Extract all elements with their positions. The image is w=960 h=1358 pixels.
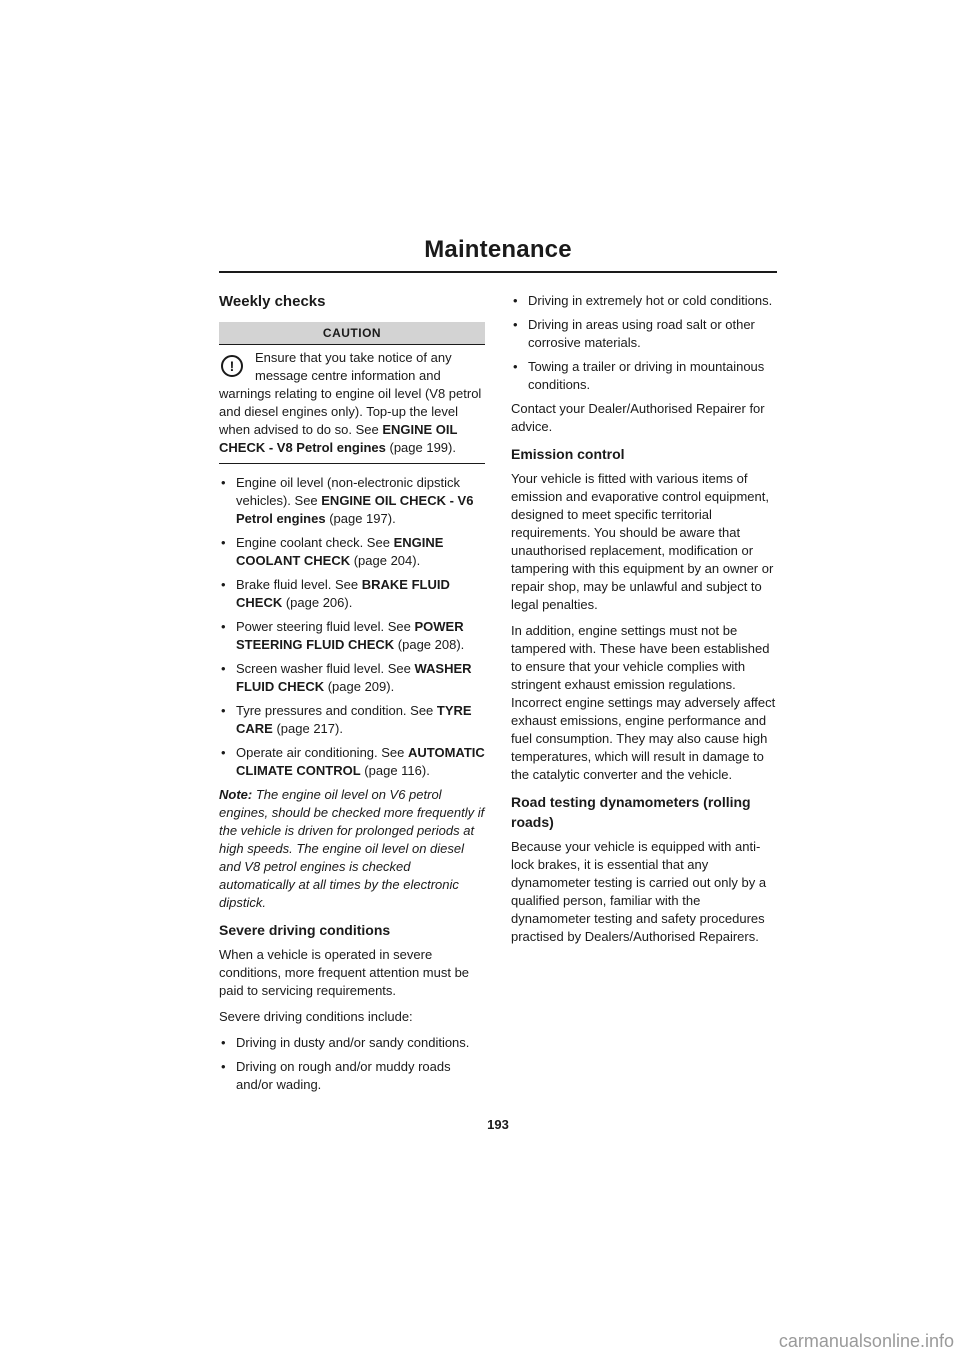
title-divider	[219, 271, 777, 273]
list-item: • Driving in extremely hot or cold conditions.	[511, 292, 777, 310]
severe-intro: When a vehicle is operated in severe conditions, more frequent attention must be paid to servicing requirements.	[219, 947, 470, 998]
cross-reference-link[interactable]: TYRE CARE	[236, 703, 472, 736]
emission-control-heading: Emission control	[511, 446, 625, 462]
right-column	[511, 292, 777, 954]
list-item: • Driving on rough and/or muddy roads and/or wading.	[219, 1058, 485, 1094]
page-number: 193	[487, 1117, 509, 1132]
cross-reference-link[interactable]: ENGINE COOLANT CHECK	[236, 535, 444, 568]
list-item	[219, 660, 485, 696]
severe-list-intro: Severe driving conditions include:	[219, 1009, 413, 1024]
caution-page: (page 199).	[385, 440, 456, 455]
item-text: Screen washer fluid level. See	[236, 661, 415, 676]
dynamometers-heading: Road testing dynamometers (rolling roads)	[511, 794, 751, 830]
caution-ref-link[interactable]: ENGINE OIL CHECK - V8 Petrol engines	[219, 422, 458, 455]
note-paragraph	[219, 786, 485, 912]
watermark: carmanualsonline.info	[778, 1331, 954, 1351]
cross-reference-link[interactable]: AUTOMATIC CLIMATE CONTROL	[236, 745, 485, 778]
caution-label: CAUTION	[219, 322, 485, 345]
cross-reference-link[interactable]: WASHER FLUID CHECK	[236, 661, 472, 694]
item-text: Tyre pressures and condition. See	[236, 703, 437, 718]
list-item	[219, 576, 485, 612]
caution-body	[219, 345, 485, 457]
list-item	[219, 744, 485, 780]
dynamometers-paragraph: Because your vehicle is equipped with anti-lock brakes, it is essential that any dynamometer testing is carried out only by a qualified person, familiar with the dynamometer testing and safety procedures practised by Dealers/Authorised Repairers.	[511, 839, 767, 944]
item-text: Engine coolant check. See	[236, 535, 394, 550]
page-ref: (page 206).	[282, 595, 353, 610]
page-ref: (page 204).	[350, 553, 421, 568]
item-text: Engine oil level (non-electronic dipstick vehicles). See	[236, 475, 461, 508]
page-title: Maintenance	[424, 236, 572, 263]
page-ref: (page 197).	[325, 511, 396, 526]
list-item: • Towing a trailer or driving in mountainous conditions.	[511, 358, 777, 394]
cross-reference-link[interactable]: BRAKE FLUID CHECK	[236, 577, 450, 610]
left-column	[219, 292, 485, 1100]
severe-conditions-list	[219, 1034, 485, 1094]
emission-paragraph-1: Your vehicle is fitted with various items of emission and evaporative control equipment, designed to meet specific territorial requirements. You should be aware that unauthorised replacement, modification or tampering with this equipment by an owner or repair shop, may be unlawful and subject to legal penalties.	[511, 471, 774, 612]
caution-box	[219, 322, 485, 464]
note-text: The engine oil level on V6 petrol engines, should be checked more frequently if the vehicle is driven for prolonged periods at high speeds. The engine oil level on diesel and V8 petrol engines is checked automatically at all times by the electronic dipstick.	[219, 787, 485, 910]
weekly-checks-list	[219, 474, 485, 780]
cross-reference-link[interactable]: ENGINE OIL CHECK - V6 Petrol engines	[236, 493, 474, 526]
caution-text: Ensure that you take notice of any message centre information and warnings relating to engine oil level (V8 petrol and diesel engines only). Top-up the level when advised to do so. See	[219, 350, 482, 437]
page-ref: (page 116).	[360, 763, 430, 778]
list-item	[219, 474, 485, 528]
item-text: Power steering fluid level. See	[236, 619, 415, 634]
item-text: Operate air conditioning. See	[236, 745, 408, 760]
severe-conditions-list-cont	[511, 292, 777, 394]
page-ref: (page 208).	[394, 637, 465, 652]
list-item	[219, 702, 485, 738]
cross-reference-link[interactable]: POWER STEERING FLUID CHECK	[236, 619, 464, 652]
contact-paragraph: Contact your Dealer/Authorised Repairer for advice.	[511, 401, 765, 434]
weekly-checks-heading: Weekly checks	[219, 293, 326, 310]
list-item: • Driving in areas using road salt or other corrosive materials.	[511, 316, 777, 352]
list-item	[219, 618, 485, 654]
page-ref: (page 217).	[272, 721, 343, 736]
item-text: Brake fluid level. See	[236, 577, 362, 592]
severe-conditions-heading: Severe driving conditions	[219, 922, 391, 938]
note-label: Note:	[219, 787, 253, 802]
page-ref: (page 209).	[324, 679, 395, 694]
list-item	[219, 534, 485, 570]
emission-paragraph-2: In addition, engine settings must not be tampered with. These have been established to ensure that your vehicle complies with stringent exhaust emission regulations. Incorrect engine settings may adversely affect exhaust emissions, engine performance and fuel consumption. They may also cause high temperatures, which will result in damage to the catalytic converter and the vehicle.	[511, 623, 776, 782]
list-item: • Driving in dusty and/or sandy conditions.	[219, 1034, 485, 1052]
exclamation-icon: !	[221, 355, 243, 377]
